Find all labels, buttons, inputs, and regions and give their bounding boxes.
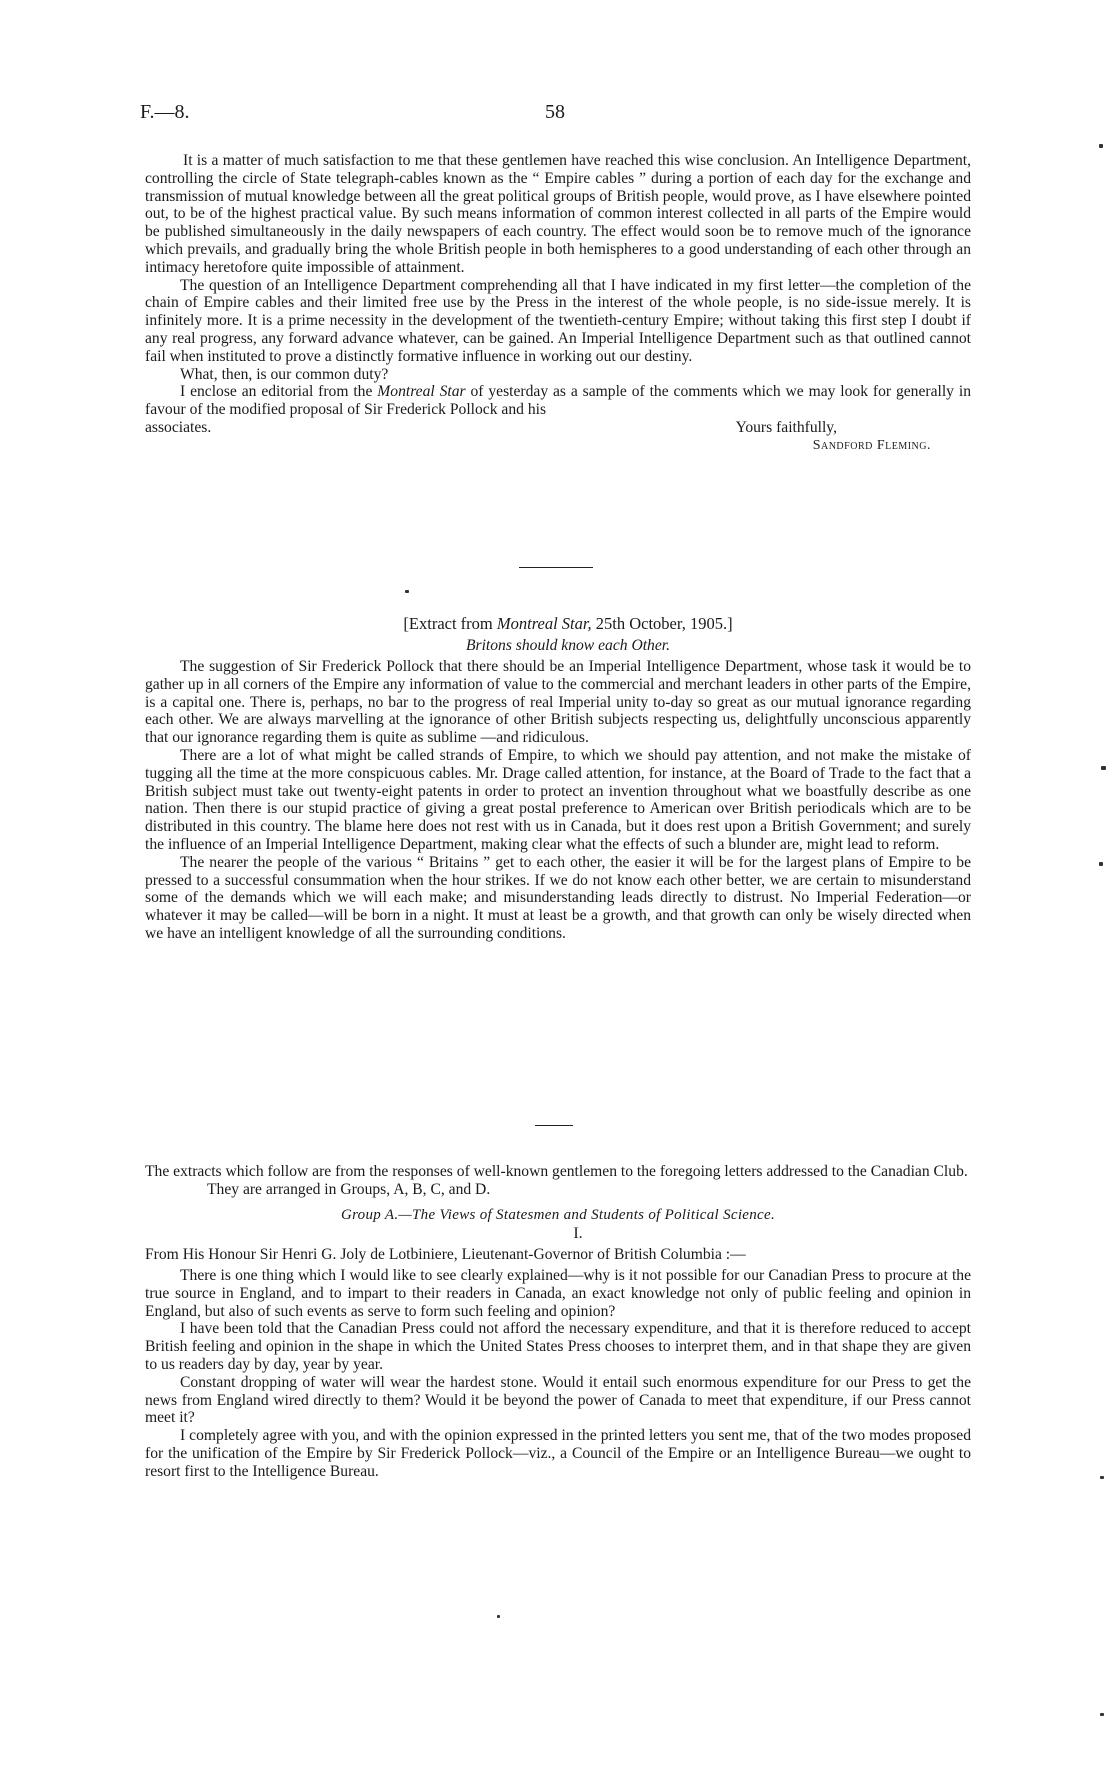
paragraph: The question of an Intelligence Department comprehending all that I have indicated in my first letter—the completion of the chain of Empire cables and their limited free use by the Press in the interest of the whole people, is no side-issue merely. It is infinitely more. It is a prime necessity in the development of the twentieth-century Empire; without taking this first step I doubt if any real progress, any forward advance whatever, can be gained. An Imperial Intelligence Department such as that outlined cannot fail when instituted to prove a distinctly formative influence in working out our destiny. [145,276,971,365]
responses-intro: The extracts which follow are from the responses of well-known gentlemen to the foregoing letters addressed to the Canadian Club. They are arranged in Groups, A, B, C, and D. [145,1163,968,1198]
from-line: From His Honour Sir Henri G. Joly de Lotbiniere, Lieutenant-Governor of British Columbia :— [145,1246,746,1264]
group-heading: Group A.—The Views of Statesmen and Students of Political Science. [340,1206,776,1223]
enclose-text: of yesterday as a sample of the comments which we may look for generally in favour of the modified proposal of Sir Frederick Pollock and his [145,383,971,419]
letter-section [145,152,971,455]
extract-heading-prefix: [Extract from [403,614,497,633]
print-speck [405,590,409,593]
extract-subtitle: Britons should know each Other. [465,637,670,654]
signoff-line [145,419,971,437]
divider [535,1125,573,1126]
paragraph: Constant dropping of water will wear the hardest stone. Would it entail such enormous expenditure for our Press to get the news from England wired directly to them? Would it be beyond the power of Canada to meet that expenditure, if our Press cannot meet it? [145,1373,971,1427]
paragraph: There is one thing which I would like to see clearly explained—why is it not possible for our Canadian Press to procure at the true source in England, and to impart to their readers in Canada, an exact knowledge not only of public feeling and opinion in England, but also of such events as serve to form such feeling and opinion? [145,1266,971,1320]
document-series: F.—8. [140,101,190,123]
margin-speck [1100,1476,1104,1479]
paragraph: The nearer the people of the various “ Britains ” get to each other, the easier it will be for the largest plans of Empire to be pressed to a successful consummation when the hour strikes. If we do not know each other better, we are certain to misunderstand some of the demands which we will each make; and misunderstanding leads directly to distrust. No Imperial Federation—or whatever it may be called—will be born in a night. It must at least be a growth, and that growth can only be wisely directed when we have an intelligent knowledge of all the surrounding conditions. [145,853,971,942]
newspaper-name: Montreal Star [377,383,466,401]
associates-text: associates. [145,418,212,436]
paragraph [145,383,971,419]
margin-speck [1101,766,1106,770]
print-speck [497,1615,500,1618]
page-header [140,101,970,128]
paragraph: The suggestion of Sir Frederick Pollock that there should be an Imperial Intelligence Department, whose task it would be to gather up in all corners of the Empire any information of value to the commercial and merchant leaders in other parts of the Empire, is a capital one. There is, perhaps, no bar to the progress of real Imperial unity to-day so great as our mutual ignorance regarding each other. We are always marvelling at the ignorance of other British subjects respecting us, delightfully unconscious apparently that our ignorance regarding them is quite as sublime —and ridiculous. [145,658,971,747]
margin-speck [1099,862,1103,866]
signature: Sandford Fleming. [812,437,931,453]
page-number: 58 [545,101,565,123]
paragraph: I completely agree with you, and with the opinion expressed in the printed letters you sent me, that of the two modes proposed for the unification of the Empire by Sir Frederick Pollock—viz., a Council of the Empire or an Intelligence Bureau—we ought to resort first to the Intelligence Bureau. [145,1427,971,1480]
extract-heading [145,614,971,634]
margin-speck [1100,1713,1104,1716]
responses-section [145,1163,971,1481]
extract-section [145,614,971,943]
paragraph: It is a matter of much satisfaction to me that these gentlemen have reached this wise conclusion. An Intelligence Department, controlling the circle of State telegraph-cables known as the “ Empire cables ” during a portion of each day for the exchange and transmission of mutual knowledge between all the great political groups of British people, would prove, as I have elsewhere pointed out, to be of the highest practical value. By such means information of common interest collected in all parts of the Empire would be published simultaneously in the daily newspapers of each country. The effect would soon be to remove much of the ignorance which prevails, and gradually bring the whole British people in both hemispheres to a good understanding of each other through an intimacy heretofore quite impossible of attainment. [145,152,971,276]
divider [519,567,593,568]
extract-heading-suffix: 25th October, 1905.] [591,614,733,633]
paragraph: I have been told that the Canadian Press could not afford the necessary expenditure, and that it is therefore reduced to accept British feeling and opinion in the shape in which the United States Press chooses to interpret them, and in that shape they are given to us readers day by day, year by year. [145,1320,971,1373]
enclose-text: I enclose an editorial from the [180,383,378,401]
closing: Yours faithfully, [735,418,837,436]
paragraph: There are a lot of what might be called strands of Empire, to which we should pay attention, and not make the mistake of tugging all the time at the more conspicuous cables. Mr. Drage called attention, for instance, at the Board of Trade to the fact that a British subject must take out twenty-eight patents in order to protect an invention throughout what we boastfully describe as one nation. Then there is our stupid practice of giving a great postal preference to American over British periodicals which are to be distributed in this country. The blame here does not rest with us in Canada, but it does rest upon a British Government; and surely the influence of an Imperial Intelligence Department, making clear what the effects of such a blunder are, might lead to reform. [145,746,971,853]
margin-speck [1099,144,1103,148]
section-numeral: I. [573,1225,583,1243]
paragraph: What, then, is our common duty? [180,365,389,383]
extract-paper: Montreal Star, [496,614,592,633]
